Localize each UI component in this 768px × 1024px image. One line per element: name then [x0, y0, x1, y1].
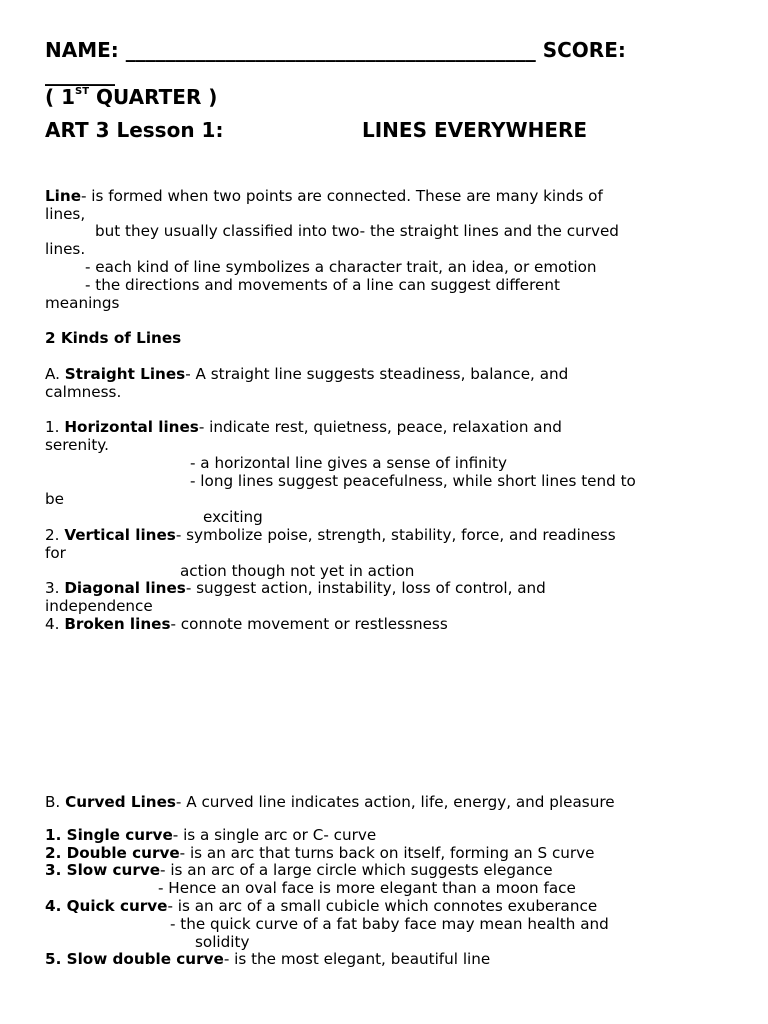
name-label: NAME:	[45, 38, 119, 62]
double-curve-item: 2. Double curve- is an arc that turns back on itself, forming an S curve	[45, 844, 595, 862]
horizontal-lines-note-1: - a horizontal line gives a sense of infinity	[190, 454, 507, 472]
quick-curve-note-cont: solidity	[195, 933, 250, 951]
vertical-lines-item: 2. Vertical lines- symbolize poise, strength, stability, force, and readiness	[45, 526, 616, 544]
quarter-heading: ( 1ST QUARTER )	[45, 85, 218, 109]
intro-line-7: meanings	[45, 294, 120, 312]
horizontal-lines-cont: serenity.	[45, 436, 109, 454]
kinds-heading: 2 Kinds of Lines	[45, 329, 182, 347]
horizontal-lines-note-2-cont: be	[45, 490, 64, 508]
slow-double-curve-item: 5. Slow double curve- is the most elegant, beautiful line	[45, 950, 491, 968]
vertical-lines-cont: for	[45, 544, 66, 562]
diagonal-lines-item: 3. Diagonal lines- suggest action, instability, loss of control, and	[45, 579, 546, 597]
straight-lines-def: A. Straight Lines- A straight line suggests steadiness, balance, and	[45, 365, 569, 383]
intro-line-1: Line- is formed when two points are connected. These are many kinds of	[45, 187, 603, 205]
diagonal-lines-cont: independence	[45, 597, 153, 615]
intro-line-2: lines,	[45, 205, 86, 223]
slow-curve-item: 3. Slow curve- is an arc of a large circle which suggests elegance	[45, 861, 553, 879]
intro-line-6: - the directions and movements of a line can suggest different	[85, 276, 560, 294]
curved-lines-def: B. Curved Lines- A curved line indicates action, life, energy, and pleasure	[45, 793, 615, 811]
horizontal-lines-note-2: - long lines suggest peacefulness, while short lines tend to	[190, 472, 636, 490]
slow-curve-note: - Hence an oval face is more elegant than a moon face	[158, 879, 576, 897]
name-score-line	[45, 38, 626, 62]
broken-lines-item: 4. Broken lines- connote movement or restlessness	[45, 615, 448, 633]
quick-curve-item: 4. Quick curve- is an arc of a small cubicle which connotes exuberance	[45, 897, 598, 915]
horizontal-lines-note-2-end: exciting	[203, 508, 263, 526]
vertical-lines-end: action though not yet in action	[180, 562, 415, 580]
term-line: Line	[45, 187, 81, 205]
straight-lines-def-cont: calmness.	[45, 383, 122, 401]
horizontal-lines-item: 1. Horizontal lines- indicate rest, quietness, peace, relaxation and	[45, 418, 562, 436]
intro-line-4: lines.	[45, 240, 86, 258]
lesson-label: ART 3 Lesson 1:	[45, 118, 224, 142]
score-label: SCORE:	[542, 38, 626, 62]
score-blank: _______	[45, 62, 115, 86]
single-curve-item: 1. Single curve- is a single arc or C- curve	[45, 826, 377, 844]
lesson-title: LINES EVERYWHERE	[362, 118, 588, 142]
intro-line-5: - each kind of line symbolizes a character trait, an idea, or emotion	[85, 258, 597, 276]
name-blank: _________________________________________	[125, 38, 536, 62]
quick-curve-note: - the quick curve of a fat baby face may mean health and	[170, 915, 609, 933]
intro-line-3: but they usually classified into two- the straight lines and the curved	[95, 222, 619, 240]
